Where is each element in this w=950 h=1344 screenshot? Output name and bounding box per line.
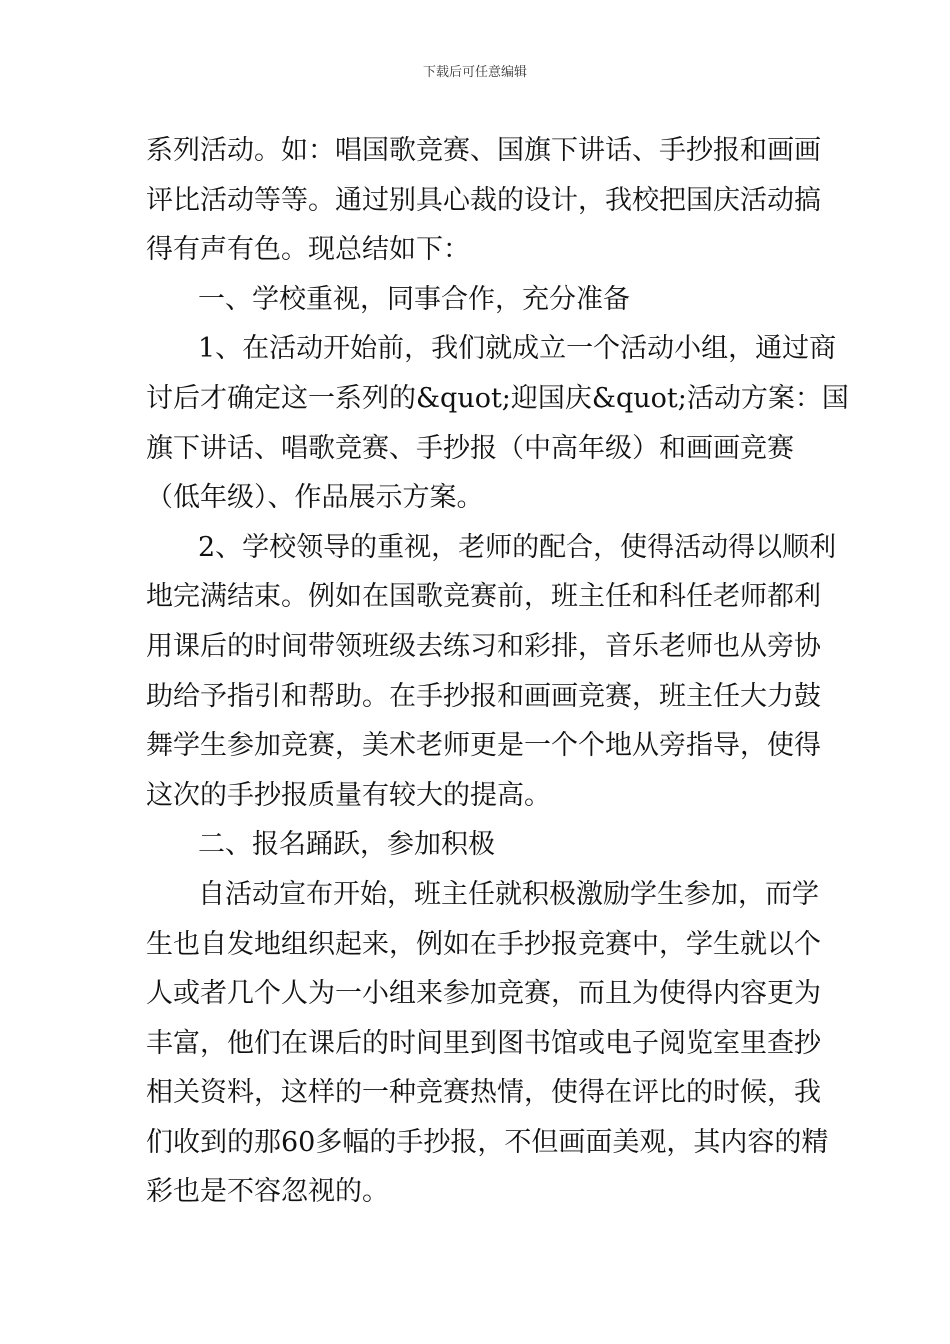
text-line: 地完满结束。例如在国歌竞赛前，班主任和科任老师都利 xyxy=(146,581,821,613)
text-line: 自活动宣布开始，班主任就积极激励学生参加，而学 xyxy=(198,878,819,910)
text-line: 人或者几个人为一小组来参加竞赛，而且为使得内容更为 xyxy=(146,978,821,1010)
section-heading-2: 二、报名踊跃，参加积极 xyxy=(198,829,495,861)
document-body xyxy=(146,126,849,1217)
text-line: 丰富，他们在课后的时间里到图书馆或电子阅览室里查抄 xyxy=(146,1027,821,1059)
text-line: 评比活动等等。通过别具心裁的设计，我校把国庆活动搞 xyxy=(146,184,821,216)
text-line: 旗下讲话、唱歌竞赛、手抄报（中高年级）和画画竞赛 xyxy=(146,432,794,464)
text-line: 相关资料，这样的一种竞赛热情，使得在评比的时候，我 xyxy=(146,1077,821,1109)
text-line: 讨后才确定这一系列的&quot;迎国庆&quot;活动方案：国 xyxy=(146,382,849,414)
text-line: 系列活动。如：唱国歌竞赛、国旗下讲话、手抄报和画画 xyxy=(146,135,821,166)
text-line: 这次的手抄报质量有较大的提高。 xyxy=(146,779,551,811)
page-header: 下载后可任意编辑 xyxy=(422,65,527,80)
text-line: 彩也是不容忽视的。 xyxy=(146,1176,389,1208)
text-line: 用课后的时间带领班级去练习和彩排，音乐老师也从旁协 xyxy=(146,630,821,662)
text-line: 2、学校领导的重视，老师的配合，使得活动得以顺利 xyxy=(198,531,837,563)
text-line: 助给予指引和帮助。在手抄报和画画竞赛，班主任大力鼓 xyxy=(146,680,821,712)
section-heading-1: 一、学校重视，同事合作，充分准备 xyxy=(198,283,630,315)
text-line: 们收到的那60多幅的手抄报，不但画面美观，其内容的精 xyxy=(146,1126,829,1158)
text-line: 生也自发地组织起来，例如在手抄报竞赛中，学生就以个 xyxy=(146,928,821,960)
text-line: 1、在活动开始前，我们就成立一个活动小组，通过商 xyxy=(198,333,837,365)
text-line: 得有声有色。现总结如下： xyxy=(146,234,470,266)
text-line: 舞学生参加竞赛，美术老师更是一个个地从旁指导，使得 xyxy=(146,730,821,762)
text-line: （低年级）、作品展示方案。 xyxy=(146,482,484,514)
